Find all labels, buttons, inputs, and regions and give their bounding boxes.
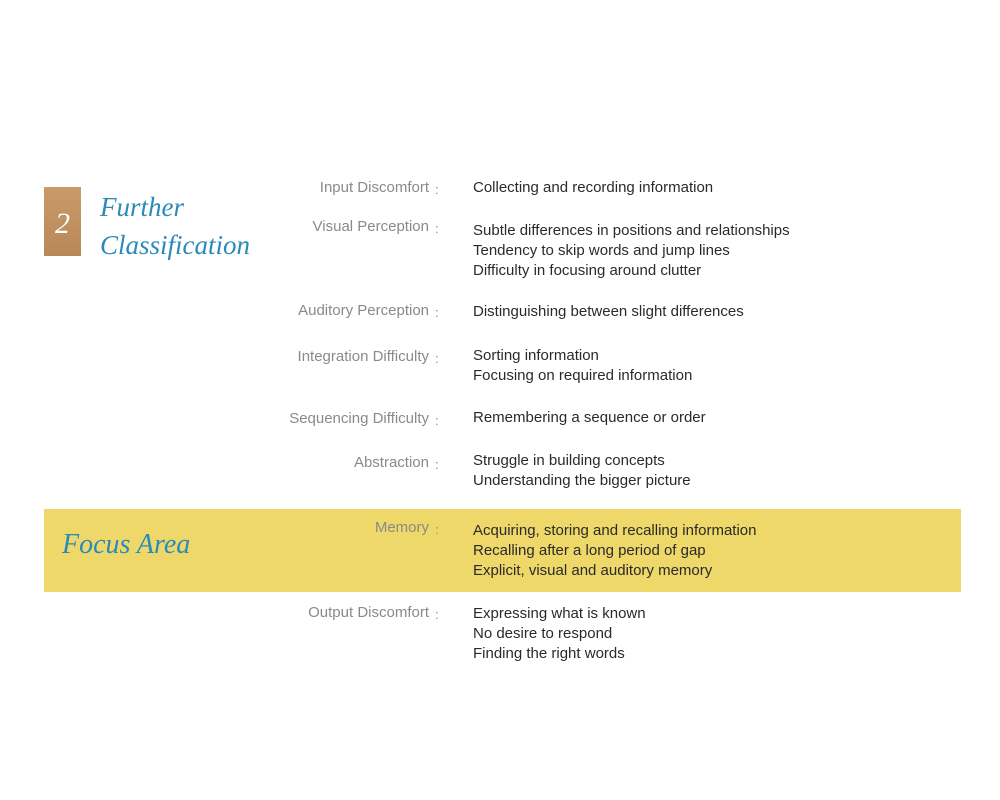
detail-line: No desire to respond — [473, 625, 613, 642]
detail-line: Acquiring, storing and recalling information — [473, 522, 757, 539]
row-colon: : — [435, 305, 439, 320]
row-details — [473, 604, 646, 664]
row-colon: : — [435, 522, 439, 537]
row-label: Output Discomfort — [308, 604, 429, 621]
row-label: Memory — [374, 519, 429, 536]
detail-line: Collecting and recording information — [473, 179, 714, 196]
detail-line: Remembering a sequence or order — [473, 409, 706, 426]
row-colon: : — [435, 221, 439, 236]
row-details — [473, 302, 744, 322]
section-title — [100, 188, 250, 264]
detail-line: Distinguishing between slight differences — [473, 303, 744, 320]
section-number: 2 — [55, 206, 70, 240]
row-details — [473, 178, 713, 198]
row-label: Sequencing Difficulty — [289, 410, 429, 427]
detail-line: Explicit, visual and auditory memory — [473, 562, 713, 579]
row-details — [473, 408, 706, 428]
row-label: Integration Difficulty — [297, 348, 429, 365]
row-colon: : — [435, 607, 439, 622]
detail-line: Tendency to skip words and jump lines — [473, 242, 730, 259]
row-details — [473, 346, 692, 386]
row-colon: : — [435, 182, 439, 197]
detail-line: Subtle differences in positions and relationships — [473, 222, 790, 239]
row-colon: : — [435, 351, 439, 366]
row-colon: : — [435, 413, 439, 428]
detail-line: Sorting information — [473, 347, 599, 364]
section-number-badge — [44, 187, 81, 256]
row-label: Abstraction — [353, 454, 429, 471]
focus-area-title: Focus Area — [62, 529, 191, 560]
detail-line: Struggle in building concepts — [473, 452, 665, 469]
row-details — [473, 221, 790, 281]
row-label: Auditory Perception — [298, 302, 429, 319]
section-title-line1: Further — [100, 192, 184, 222]
detail-line: Finding the right words — [473, 645, 625, 662]
row-colon: : — [435, 457, 439, 472]
row-details — [473, 521, 756, 581]
section-title-line2: Classification — [100, 230, 251, 260]
detail-line: Difficulty in focusing around clutter — [473, 262, 702, 279]
row-details — [473, 451, 691, 491]
detail-line: Recalling after a long period of gap — [473, 542, 706, 559]
row-label: Visual Perception — [312, 218, 429, 235]
detail-line: Focusing on required information — [473, 367, 693, 384]
detail-line: Expressing what is known — [473, 605, 646, 622]
detail-line: Understanding the bigger picture — [473, 472, 691, 489]
row-label: Input Discomfort — [319, 179, 429, 196]
